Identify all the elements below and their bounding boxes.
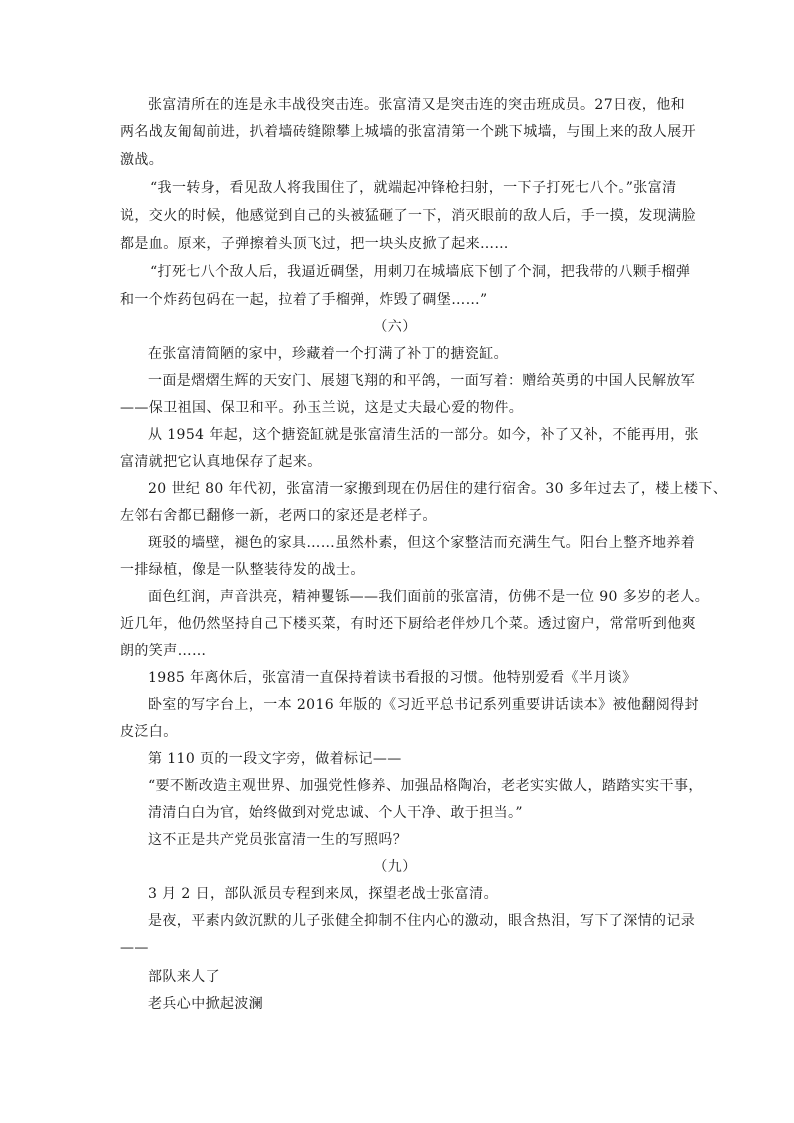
text-line: 一排绿植，像是一队整装待发的战士。 <box>120 562 365 578</box>
text-line: ——保卫祖国、保卫和平。孙玉兰说，这是丈夫最心爱的物件。 <box>120 400 524 416</box>
poem-line: 老兵心中掀起波澜 <box>148 996 264 1012</box>
text-line: 在张富清简陋的家中，珍藏着一个打满了补丁的搪瓷缸。 <box>148 346 508 362</box>
text-line: 和一个炸药包码在一起，拉着了手榴弹，炸毁了碉堡……” <box>120 292 488 308</box>
text-line: 说，交火的时候，他感觉到自己的头被猛砸了一下，消灭眼前的敌人后，手一摸，发现满脸 <box>120 208 696 224</box>
text-line: 从 1954 年起，这个搪瓷缸就是张富清生活的一部分。如今，补了又补，不能再用，张 <box>148 427 699 443</box>
text-line: 斑驳的墙壁，褪色的家具……虽然朴素，但这个家整洁而充满生气。阳台上整齐地养着 <box>148 535 696 551</box>
section-heading: （六） <box>373 319 417 335</box>
text-line: “打死七八个敌人后，我逼近碉堡，用刺刀在城墙底下刨了个洞，把我带的八颗手榴弹 <box>150 264 691 280</box>
quote-line: “要不断改造主观世界、加强党性修养、加强品格陶冶，老老实实做人，踏踏实实干事， <box>148 778 703 794</box>
text-line: “我一转身，看见敌人将我围住了，就端起冲锋枪扫射，一下子打死七八个。”张富清 <box>150 180 677 196</box>
poem-line: 部队来人了 <box>148 969 220 985</box>
text-line: 近几年，他仍然坚持自己下楼买菜，有时还下厨给老伴炒几个菜。透过窗户，常常听到他爽 <box>120 616 696 632</box>
text-line: 1985 年离休后，张富清一直保持着读书看报的习惯。他特别爱看《半月谈》 <box>148 670 637 686</box>
text-line: 朗的笑声…… <box>120 643 207 659</box>
text-line: 3 月 2 日，部队派员专程到来凤，探望老战士张富清。 <box>148 886 498 902</box>
text-line: 富清就把它认真地保存了起来。 <box>120 454 322 470</box>
text-line: 左邻右舍都已翻修一新，老两口的家还是老样子。 <box>120 508 437 524</box>
text-line: 都是血。原来，子弹擦着头顶飞过，把一块头皮掀了起来…… <box>120 236 509 252</box>
text-line: 皮泛白。 <box>120 724 178 740</box>
section-heading: （九） <box>373 859 417 875</box>
text-line: 一面是熠熠生辉的天安门、展翅飞翔的和平鸽，一面写着：赠给英勇的中国人民解放军 <box>148 373 696 389</box>
text-line: 20 世纪 80 年代初，张富清一家搬到现在仍居住的建行宿舍。30 多年过去了，楼上楼下、 <box>148 481 728 497</box>
quote-line: 清清白白为官，始终做到对党忠诚、个人干净、敢于担当。” <box>148 805 523 821</box>
text-line: 卧室的写字台上，一本 2016 年版的《习近平总书记系列重要讲话读本》被他翻阅得封 <box>148 697 699 713</box>
text-line: 是夜，平素内敛沉默的儿子张健全抑制不住内心的激动，眼含热泪，写下了深情的记录 <box>148 913 696 929</box>
text-line: 激战。 <box>120 152 164 168</box>
text-line: 面色红润，声音洪亮，精神矍铄——我们面前的张富清，仿佛不是一位 90 多岁的老人。 <box>148 589 710 605</box>
text-line: 两名战友匍匐前进，扒着墙砖缝隙攀上城墙的张富清第一个跳下城墙，与围上来的敌人展开 <box>120 124 696 140</box>
text-line: —— <box>120 940 149 956</box>
text-line: 第 110 页的一段文字旁，做着标记—— <box>148 751 402 767</box>
text-line: 这不正是共产党员张富清一生的写照吗？ <box>148 832 408 848</box>
text-line: 张富清所在的连是永丰战役突击连。张富清又是突击连的突击班成员。27日夜，他和 <box>148 97 686 113</box>
